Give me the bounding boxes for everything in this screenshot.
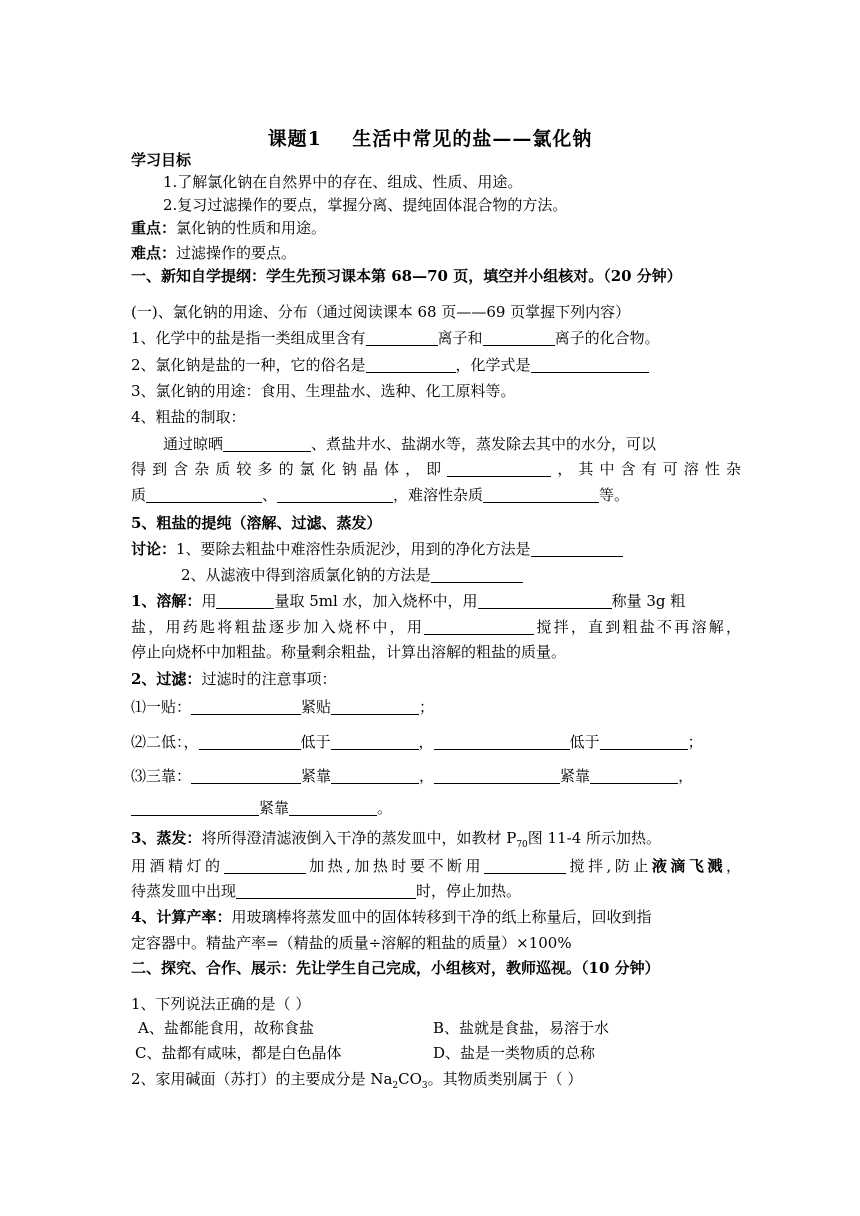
- q4-p3-text-c: ，难溶性杂质: [393, 486, 484, 504]
- filter-text: 过滤时的注意事项：: [201, 670, 337, 688]
- dissolve-line2-text-b: 搅拌，直到粗盐不再溶解，: [534, 618, 741, 636]
- blank-field[interactable]: [191, 698, 301, 715]
- page-subscript: 70: [516, 840, 528, 850]
- key-point-label: 重点：: [131, 219, 177, 237]
- yield-text-a: 用玻璃棒将蒸发皿中的固体转移到干净的纸上称量后，回收到指: [231, 908, 652, 926]
- dissolve-text-b: 量取 5ml 水，加入烧杯中，用: [274, 592, 478, 610]
- blank-field[interactable]: [531, 356, 649, 373]
- evaporate-line2-e: ，: [725, 857, 741, 875]
- yield-label: 4、计算产率：: [131, 908, 232, 926]
- blank-field[interactable]: [216, 592, 274, 609]
- difficulty: [131, 243, 741, 263]
- evaporate-line3-b: 时，停止加热。: [416, 882, 522, 900]
- q4-paragraph-line-2: [131, 459, 741, 479]
- blank-field[interactable]: [224, 857, 306, 874]
- mc-question-1: 1、下列说法正确的是（ ）: [131, 995, 311, 1013]
- discussion-label: 讨论：: [131, 540, 177, 558]
- blank-field[interactable]: [483, 486, 599, 503]
- dissolve-line-1: [131, 591, 741, 611]
- q4-p3-text-b: 、: [262, 486, 278, 504]
- blank-field[interactable]: [236, 882, 416, 899]
- filter-two-e: ；: [687, 733, 703, 751]
- dissolve-text-c: 称量 3g 粗: [611, 592, 686, 610]
- mc2-subscript-1: 2: [392, 1081, 399, 1091]
- filter-three2-b: 紧靠: [259, 799, 290, 817]
- evaporate-line-2: [131, 856, 741, 876]
- blank-field[interactable]: [331, 733, 419, 750]
- q1-text-a: 1、化学中的盐是指一类组成里含有: [131, 329, 366, 347]
- yield-line-1: [131, 907, 741, 927]
- blank-field[interactable]: [331, 698, 419, 715]
- objective-item-2: 2.复习过滤操作的要点，掌握分离、提纯固体混合物的方法。: [163, 196, 568, 214]
- filter-heading: [131, 669, 741, 689]
- discussion-q2-text: 2、从滤液中得到溶质氯化钠的方法是: [181, 566, 431, 584]
- blank-field[interactable]: [366, 329, 438, 346]
- question-4: 4、粗盐的制取：: [131, 408, 246, 426]
- objectives-heading: 学习目标: [131, 151, 192, 169]
- q1-text-c: 离子的化合物。: [554, 329, 660, 347]
- mc1-option-d[interactable]: D、盐是一类物质的总称: [433, 1044, 596, 1062]
- question-3: 3、氯化钠的用途：食用、生理盐水、选种、化工原料等。: [131, 382, 516, 400]
- q4-p3-text-d: 等。: [599, 486, 630, 504]
- blank-field[interactable]: [331, 767, 419, 784]
- blank-field[interactable]: [478, 592, 612, 609]
- filter-label: 2、过滤：: [131, 670, 202, 688]
- yield-line-2: 定容器中。精盐产率=（精盐的质量÷溶解的粗盐的质量）×100%: [131, 934, 572, 952]
- mc1-option-a[interactable]: A、盐都能食用，故称食盐: [138, 1019, 314, 1037]
- filter-two-d: 低于: [569, 733, 600, 751]
- evaporate-line2-d: 液滴飞溅: [651, 857, 726, 875]
- filter-one-c: ；: [419, 698, 435, 716]
- filter-three-d: 紧靠: [560, 767, 591, 785]
- discussion-2: [181, 565, 791, 585]
- blank-field[interactable]: [590, 767, 678, 784]
- filter-two-b: 低于: [300, 733, 331, 751]
- section-1-label: 一、新知自学提纲：: [131, 267, 267, 285]
- blank-field[interactable]: [434, 767, 560, 784]
- part-1-heading: (一)、氯化钠的用途、分布（通过阅读课本 68 页——69 页掌握下列内容）: [131, 303, 631, 321]
- page-title: 课题1 生活中常见的盐——氯化钠: [267, 128, 593, 150]
- key-point: [131, 218, 741, 238]
- blank-field[interactable]: [223, 435, 311, 452]
- evaporate-line2-b: 加热,加热时要不断用: [305, 857, 485, 875]
- evaporate-line3-a: 待蒸发皿中出现: [131, 882, 237, 900]
- blank-field[interactable]: [483, 329, 555, 346]
- filter-three-e: ，: [678, 767, 694, 785]
- key-point-text: 氯化钠的性质和用途。: [176, 219, 327, 237]
- blank-field[interactable]: [431, 566, 523, 583]
- mc2-subscript-2: 3: [421, 1081, 428, 1091]
- q2-text-b: ，化学式是: [455, 356, 531, 374]
- mc-question-2: [131, 1069, 741, 1096]
- mc2-text-a: 2、家用碱面（苏打）的主要成分是 Na: [131, 1070, 393, 1088]
- q4-paragraph-line-1: [163, 434, 773, 454]
- blank-field[interactable]: [434, 733, 570, 750]
- mc2-text-b: CO: [398, 1070, 422, 1088]
- dissolve-line2-text-a: 盐，用药匙将粗盐逐步加入烧杯中，用: [131, 618, 425, 636]
- filter-three-lean-2: [131, 798, 741, 818]
- dissolve-text-a: 用: [201, 592, 217, 610]
- blank-field[interactable]: [531, 540, 623, 557]
- blank-field[interactable]: [289, 799, 377, 816]
- filter-one-stick: [131, 697, 741, 717]
- q1-text-b: 离子和: [437, 329, 483, 347]
- filter-one-a: ⑴一贴：: [131, 698, 192, 716]
- question-5: 5、粗盐的提纯（溶解、过滤、蒸发）: [131, 514, 382, 532]
- filter-two-a: ⑵二低：，: [131, 733, 199, 751]
- blank-field[interactable]: [277, 486, 393, 503]
- section-1-heading: [131, 266, 751, 286]
- mc1-option-b[interactable]: B、盐就是食盐，易溶于水: [433, 1019, 610, 1037]
- section-2-text: 先让学生自己完成，小组核对，教师巡视。（10 分钟）: [296, 959, 660, 977]
- filter-three-lean: [131, 766, 741, 786]
- q4-p3-text-a: 质: [131, 486, 147, 504]
- filter-two-c: ，: [418, 733, 434, 751]
- blank-field[interactable]: [424, 618, 534, 635]
- blank-field[interactable]: [199, 733, 301, 750]
- blank-field[interactable]: [131, 799, 259, 816]
- q4-paragraph-line-3: [131, 485, 741, 505]
- question-2: [131, 355, 741, 375]
- filter-two-low: [131, 732, 741, 752]
- section-2-label: 二、探究、合作、展示：: [131, 959, 297, 977]
- evaporate-line-1: [131, 828, 741, 855]
- dissolve-label: 1、溶解：: [131, 592, 202, 610]
- evaporate-line2-a: 用酒精灯的: [131, 857, 224, 875]
- blank-field[interactable]: [447, 460, 551, 477]
- filter-three2-c: 。: [377, 799, 393, 817]
- difficulty-text: 过滤操作的要点。: [176, 244, 297, 262]
- q2-text-a: 2、氯化钠是盐的一种，它的俗名是: [131, 356, 366, 374]
- filter-one-b: 紧贴: [301, 698, 332, 716]
- blank-field[interactable]: [484, 857, 566, 874]
- discussion-1: [131, 539, 741, 559]
- question-1: [131, 328, 741, 348]
- objective-item-1: 1.了解氯化钠在自然界中的存在、组成、性质、用途。: [163, 173, 523, 191]
- filter-three-a: ⑶三靠：: [131, 767, 192, 785]
- mc2-text-c: 。其物质类别属于（ ）: [427, 1070, 583, 1088]
- discussion-q1-text: 1、要除去粗盐中难溶性杂质泥沙，用到的净化方法是: [176, 540, 531, 558]
- q4-p1-text-a: 通过晾晒: [163, 435, 224, 453]
- section-2-heading: [131, 958, 751, 978]
- dissolve-line-3: 停止向烧杯中加粗盐。称量剩余粗盐，计算出溶解的粗盐的质量。: [131, 643, 567, 661]
- blank-field[interactable]: [600, 733, 688, 750]
- blank-field[interactable]: [191, 767, 301, 784]
- evaporate-text-b: 图 11-4 所示加热。: [527, 829, 662, 847]
- blank-field[interactable]: [146, 486, 262, 503]
- blank-field[interactable]: [366, 356, 456, 373]
- filter-three-c: ，: [419, 767, 435, 785]
- mc1-option-c[interactable]: C、盐都有咸味，都是白色晶体: [135, 1044, 342, 1062]
- evaporate-label: 3、蒸发：: [131, 829, 202, 847]
- filter-three-b: 紧靠: [301, 767, 332, 785]
- difficulty-label: 难点：: [131, 244, 177, 262]
- dissolve-line-2: [131, 617, 741, 637]
- evaporate-text-a: 将所得澄清滤液倒入干净的蒸发皿中，如教材 P: [201, 829, 517, 847]
- q4-p2-text-a: 得到含杂质较多的氯化钠晶体，即: [131, 460, 448, 478]
- evaporate-line-3: [131, 881, 741, 901]
- q4-p1-text-b: 、煮盐井水、盐湖水等，蒸发除去其中的水分，可以: [311, 435, 657, 453]
- evaporate-line2-c: 搅拌,防止: [566, 857, 652, 875]
- q4-p2-text-b: ，其中含有可溶性杂: [551, 460, 741, 478]
- section-1-text: 学生先预习课本第 68—70 页，填空并小组核对。（20 分钟）: [266, 267, 682, 285]
